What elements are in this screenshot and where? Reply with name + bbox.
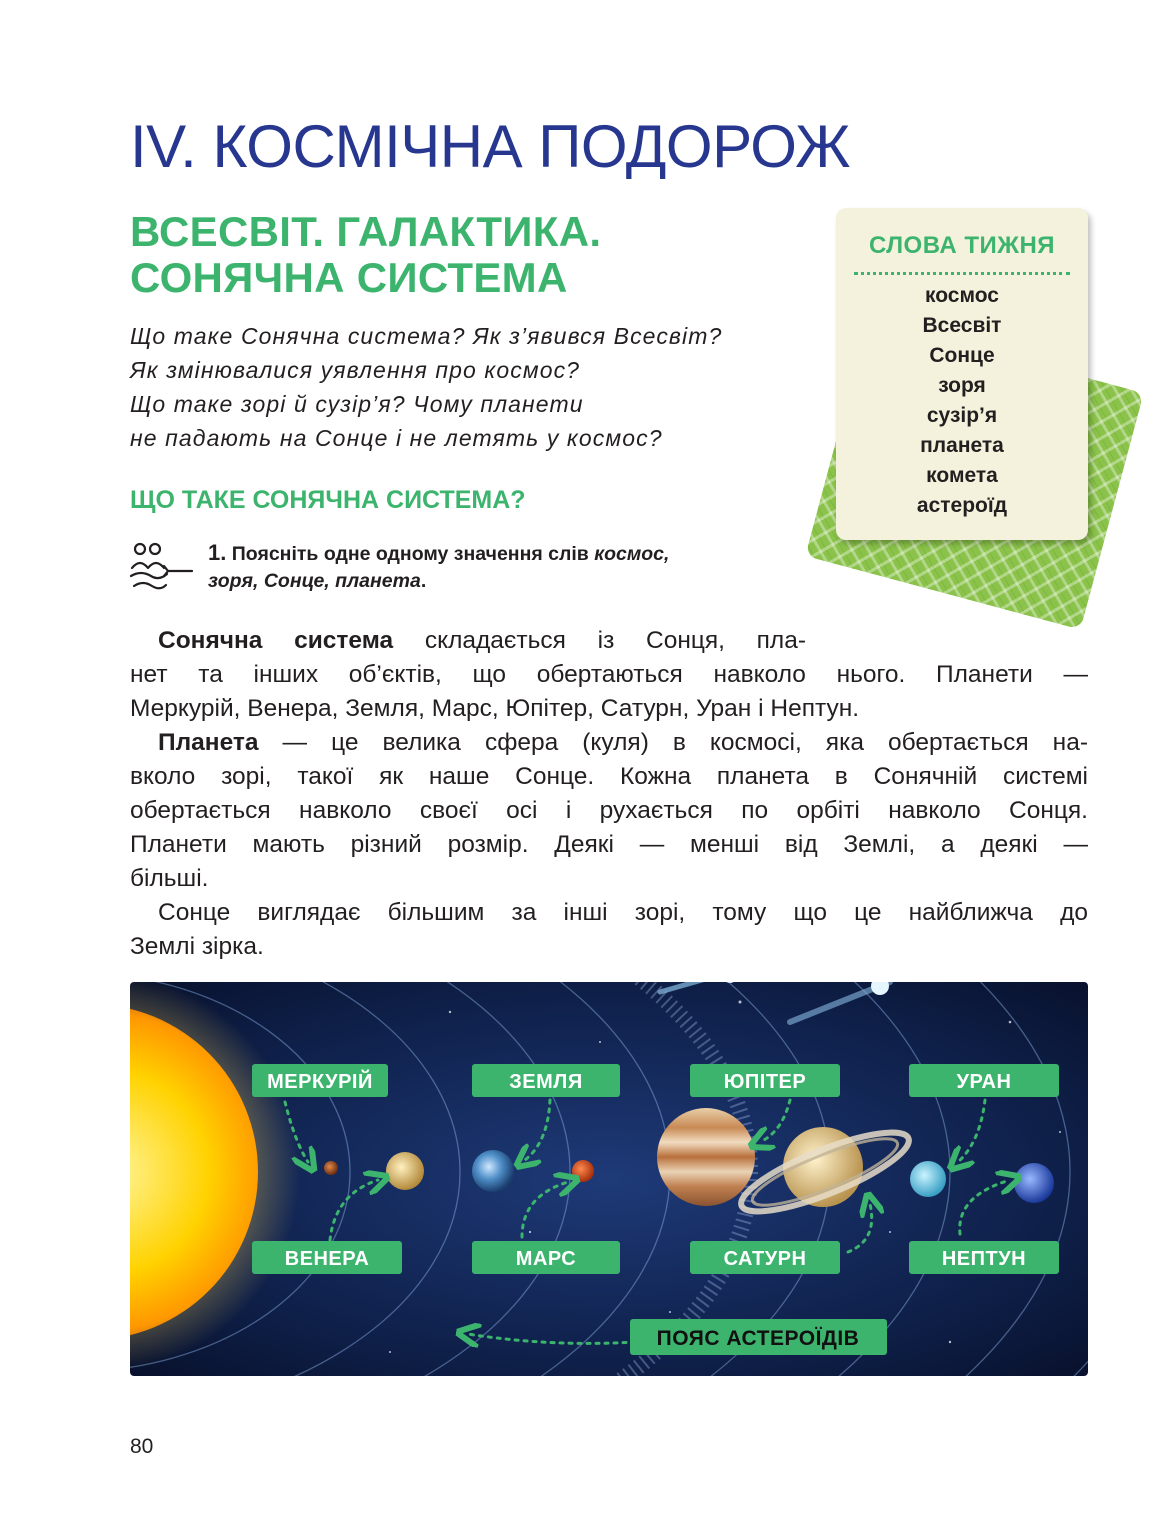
word-item: сузір’я xyxy=(926,404,998,427)
label-neptune-text: НЕПТУН xyxy=(941,1248,1027,1270)
neptune-planet xyxy=(1014,1163,1054,1203)
section-heading: ЩО ТАКЕ СОНЯЧНА СИСТЕМА? xyxy=(130,486,526,514)
word-item: астероїд xyxy=(916,494,1008,517)
paragraph-1-text: складається із Сонця, пла- xyxy=(393,627,806,654)
label-mars xyxy=(472,1241,620,1274)
lesson-title-line-2: СОНЯЧНА СИСТЕМА xyxy=(130,254,568,301)
label-saturn xyxy=(690,1241,840,1274)
label-uranus xyxy=(909,1064,1059,1097)
words-list xyxy=(836,281,1088,521)
word-item: Всесвіт xyxy=(922,314,1002,337)
label-asteroid-belt-text: ПОЯС АСТЕРОЇДІВ xyxy=(656,1327,860,1350)
word-item: зоря xyxy=(938,374,986,397)
solar-system-illustration xyxy=(130,982,1088,1376)
word-item: комета xyxy=(926,464,998,487)
lesson-title-line-1: ВСЕСВІТ. ГАЛАКТИКА. xyxy=(130,208,602,255)
paragraph-3-text: Сонце виглядає більшим за інші зорі, тому що це найближча до xyxy=(158,899,1088,926)
label-earth xyxy=(472,1064,620,1097)
chapter-title: IV. КОСМІЧНА ПОДОРОЖ xyxy=(130,113,851,180)
label-venus-text: ВЕНЕРА xyxy=(284,1248,370,1270)
task-number: 1. xyxy=(208,540,227,565)
label-earth-text: ЗЕМЛЯ xyxy=(509,1071,583,1093)
earth-planet xyxy=(472,1150,514,1192)
uranus-planet xyxy=(910,1161,946,1197)
paragraph-2-line-5: більші. xyxy=(130,865,209,892)
task-term: космос, xyxy=(594,543,670,565)
label-asteroid-belt xyxy=(630,1319,887,1355)
term-solar-system: Сонячна система xyxy=(158,627,394,654)
question-line-2: Як змінювалися уявлення про космос? xyxy=(130,357,581,383)
pair-work-icon xyxy=(128,540,194,594)
paragraph-1-line-1 xyxy=(130,624,806,658)
paragraph-2-text: — це велика сфера (куля) в космосі, яка обертається на- xyxy=(258,729,1088,756)
words-of-week-card xyxy=(836,208,1088,540)
mercury-planet xyxy=(324,1161,338,1175)
task-text: Поясніть одне одному значення слів xyxy=(231,543,589,565)
label-saturn-text: САТУРН xyxy=(723,1248,807,1270)
label-neptune xyxy=(909,1241,1059,1274)
task-end: . xyxy=(420,570,427,592)
task-line-2 xyxy=(208,570,426,593)
paragraph-2-line-1 xyxy=(130,726,1088,760)
question-line-1: Що таке Сонячна система? Як з’явився Всесвіт? xyxy=(130,323,723,349)
term-planet: Планета xyxy=(158,729,259,756)
paragraph-2-line-3: обертається навколо своєї осі і рухається по орбіті навколо Сонця. xyxy=(130,797,1088,824)
paragraph-2-line-2: вколо зорі, такої як наше Сонце. Кожна планета в Сонячній системі xyxy=(130,763,1088,790)
word-item: планета xyxy=(920,434,1004,457)
word-item: космос xyxy=(925,284,999,307)
label-uranus-text: УРАН xyxy=(956,1071,1012,1093)
mars-planet xyxy=(572,1160,594,1182)
label-jupiter-text: ЮПІТЕР xyxy=(723,1071,807,1093)
label-venus xyxy=(252,1241,402,1274)
page-number: 80 xyxy=(130,1435,154,1458)
word-item: Сонце xyxy=(929,344,995,367)
jupiter-planet xyxy=(657,1108,755,1206)
label-jupiter xyxy=(690,1064,840,1097)
label-mars-text: МАРС xyxy=(515,1248,577,1270)
paragraph-2-line-4: Планети мають різний розмір. Деякі — менші від Землі, а деякі — xyxy=(130,831,1088,858)
task-terms: зоря, Сонце, планета xyxy=(208,570,421,592)
label-mercury-text: МЕРКУРІЙ xyxy=(267,1071,373,1093)
task-line-1 xyxy=(208,540,669,566)
label-mercury xyxy=(252,1064,388,1097)
paragraph-1-line-3: Меркурій, Венера, Земля, Марс, Юпітер, Сатурн, Уран і Нептун. xyxy=(130,695,860,722)
question-line-3: Що таке зорі й сузір’я? Чому планети xyxy=(130,391,584,417)
paragraph-3-line-2: Землі зірка. xyxy=(130,933,264,960)
dotted-divider xyxy=(854,272,1070,275)
venus-planet xyxy=(386,1152,424,1190)
paragraph-3-line-1 xyxy=(130,896,1088,930)
paragraph-1-line-2: нет та інших об’єктів, що обертаються навколо нього. Планети — xyxy=(130,661,1088,688)
words-of-week-title: СЛОВА ТИЖНЯ xyxy=(868,232,1056,259)
question-line-4: не падають на Сонце і не летять у космос? xyxy=(130,425,663,451)
